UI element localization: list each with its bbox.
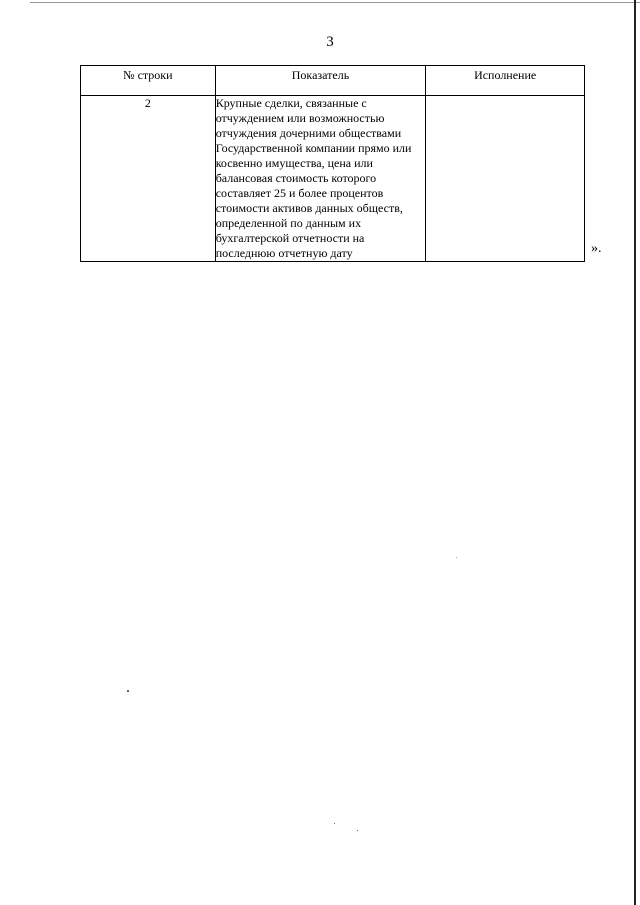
indicator-description-cell: Крупные сделки, связанные с отчуждением или возможностью отчуждения дочерними обществами Государственной компании прямо или косвенно имущества, цена или балансовая стоимость которого составляет 25 и более процентов стоимости активов данных обществ, определенной по данным их бухгалтерской отчетности на последнюю отчетную дату [215, 96, 426, 262]
indicators-table [80, 65, 585, 262]
scan-speck [127, 690, 129, 692]
execution-cell [426, 96, 585, 262]
scan-speck [456, 557, 457, 558]
scan-speck [334, 823, 335, 824]
page-edge-right [634, 0, 636, 905]
header-row-number: № строки [81, 66, 216, 96]
row-number-cell: 2 [81, 96, 216, 262]
closing-quote-mark: ». [591, 241, 602, 256]
header-indicator: Показатель [215, 66, 426, 96]
scan-speck [357, 830, 358, 831]
page-edge-top [30, 2, 640, 3]
table-row [81, 96, 585, 262]
page-number: 3 [326, 34, 334, 50]
header-execution: Исполнение [426, 66, 585, 96]
table-header-row [81, 66, 585, 96]
